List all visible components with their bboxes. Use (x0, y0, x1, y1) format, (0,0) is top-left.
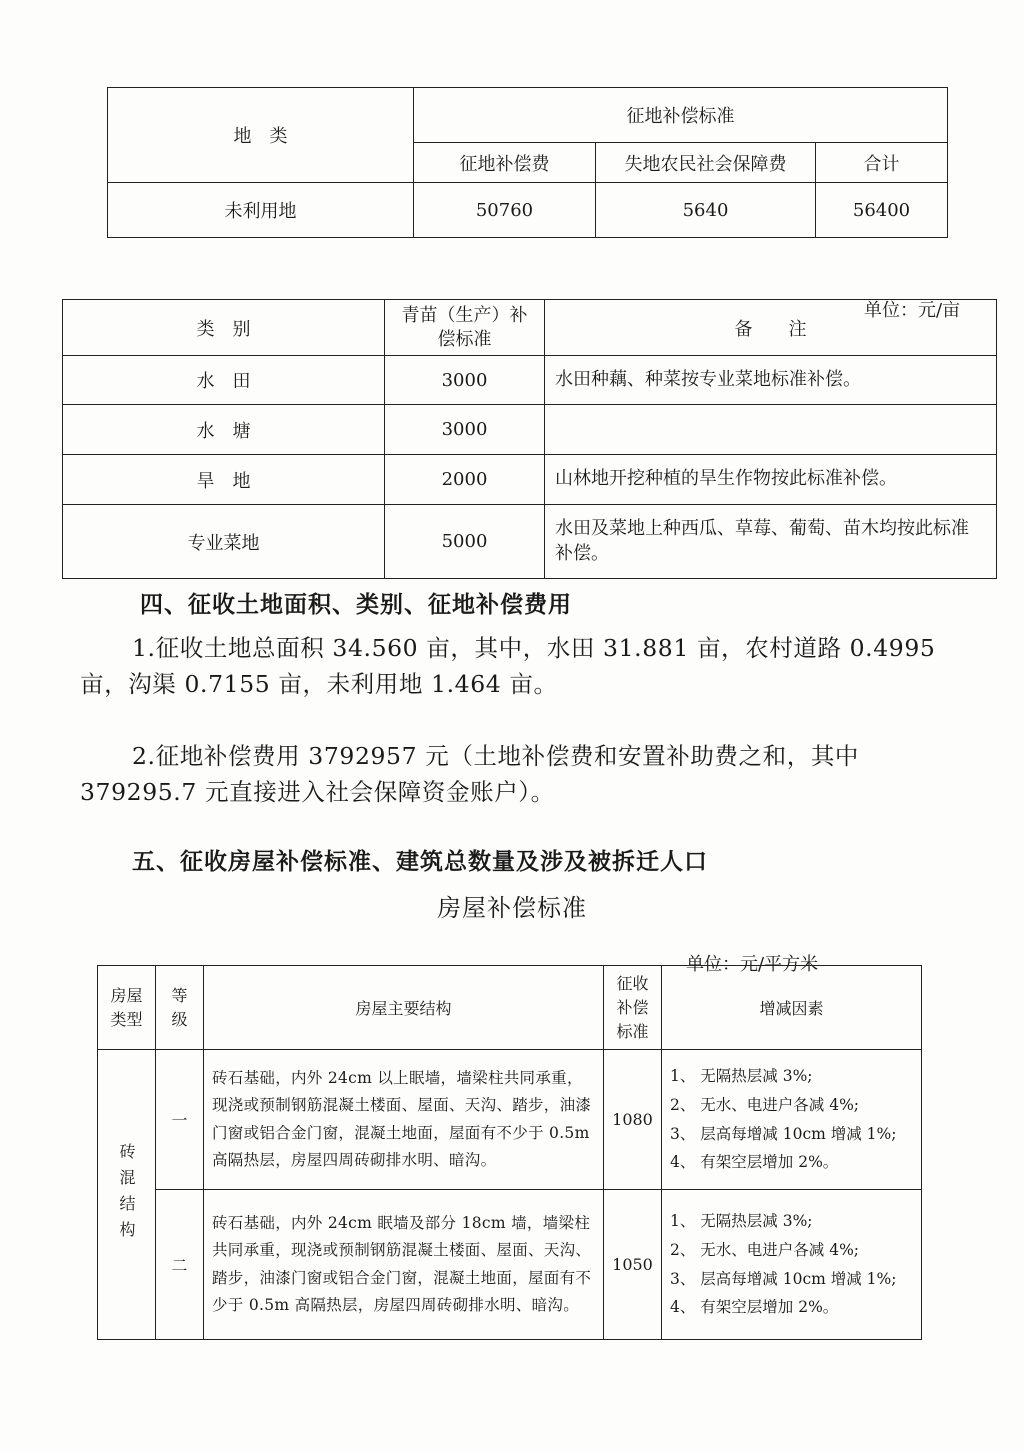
remarks-header: 备 注 (545, 300, 997, 356)
table-row-standard: 5000 (385, 505, 545, 579)
crop-standard-header: 青苗（生产）补偿标准 (385, 300, 545, 356)
factor-item: 4、 有架空层增加 2%。 (670, 1153, 839, 1172)
table-row-category: 旱 地 (63, 455, 385, 505)
section5-heading: 五、征收房屋补偿标准、建筑总数量及涉及被拆迁人口 (132, 848, 708, 875)
table-row-standard: 2000 (385, 455, 545, 505)
table-row-factors (662, 1050, 922, 1190)
factors-header: 增减因素 (662, 966, 922, 1050)
land-compensation-table (107, 87, 948, 238)
table-row-standard: 1080 (604, 1050, 662, 1190)
table-row-factors (662, 1190, 922, 1340)
crop-compensation-table (62, 299, 997, 579)
house-type-cell: 砖混结构 (98, 1050, 156, 1340)
total-header: 合计 (816, 143, 948, 183)
factor-item: 4、 有架空层增加 2%。 (670, 1298, 839, 1317)
factor-item: 1、 无隔热层减 3%; (670, 1067, 813, 1086)
section4-heading: 四、征收土地面积、类别、征地补偿费用 (140, 591, 572, 618)
compensation-fee-header: 征地补偿费 (414, 143, 596, 183)
house-compensation-table (97, 965, 922, 1340)
table2-unit: 单位：元/亩 (864, 300, 961, 321)
factor-item: 2、 无水、电进户各减 4%; (670, 1240, 860, 1259)
factor-item: 3、 层高每增减 10cm 增减 1%; (670, 1124, 897, 1143)
land-type-header: 地 类 (108, 88, 414, 183)
table-row-grade: 一 (156, 1050, 204, 1190)
table-row-remarks (545, 405, 997, 455)
table-row-structure: 砖石基础，内外 24cm 眠墙及部分 18cm 墙，墙梁柱共同承重，现浇或预制钢筋混凝土楼面、屋面、天沟、踏步，油漆门窗或铝合金门窗，混凝土地面，屋面有不少于 0.5m 高隔热层，房屋四周砖砌排水明、暗沟。 (204, 1190, 604, 1340)
house-type-header: 房屋类型 (98, 966, 156, 1050)
section4-paragraph-1: 1.征收土地总面积 34.560 亩，其中，水田 31.881 亩，农村道路 0.4995 亩，沟渠 0.7155 亩，未利用地 1.464 亩。 (80, 634, 936, 699)
table-row-category: 水 田 (63, 356, 385, 405)
social-security-header: 失地农民社会保障费 (596, 143, 816, 183)
section5-subtitle: 房屋补偿标准 (437, 894, 587, 922)
table-row-standard: 3000 (385, 405, 545, 455)
table-row-category: 水 塘 (63, 405, 385, 455)
land-type-cell: 未利用地 (108, 183, 414, 238)
structure-header: 房屋主要结构 (204, 966, 604, 1050)
factor-item: 2、 无水、电进户各减 4%; (670, 1095, 860, 1114)
social-security-cell: 5640 (596, 183, 816, 238)
compensation-standard-header: 征地补偿标准 (414, 88, 948, 143)
compensation-fee-cell: 50760 (414, 183, 596, 238)
table-row-remarks: 水田及菜地上种西瓜、草莓、葡萄、苗木均按此标准补偿。 (545, 505, 997, 579)
grade-header: 等级 (156, 966, 204, 1050)
table-row-grade: 二 (156, 1190, 204, 1340)
house-standard-header: 征收补偿标准 (604, 966, 662, 1050)
category-header: 类 别 (63, 300, 385, 356)
table-row-standard: 1050 (604, 1190, 662, 1340)
table-row-structure: 砖石基础，内外 24cm 以上眠墙，墙梁柱共同承重，现浇或预制钢筋混凝土楼面、屋面、天沟、踏步，油漆门窗或铝合金门窗，混凝土地面，屋面有不少于 0.5m 高隔热层，房屋四周砖砌排水明、暗沟。 (204, 1050, 604, 1190)
total-cell: 56400 (816, 183, 948, 238)
factor-item: 3、 层高每增减 10cm 增减 1%; (670, 1269, 897, 1288)
table-row-standard: 3000 (385, 356, 545, 405)
table-row-remarks: 水田种藕、种菜按专业菜地标准补偿。 (545, 356, 997, 405)
table-row-category: 专业菜地 (63, 505, 385, 579)
factor-item: 1、 无隔热层减 3%; (670, 1212, 813, 1231)
table-row-remarks: 山林地开挖种植的旱生作物按此标准补偿。 (545, 455, 997, 505)
section4-paragraph-2: 2.征地补偿费用 3792957 元（土地补偿费和安置补助费之和，其中 379295.7 元直接进入社会保障资金账户）。 (80, 742, 860, 807)
table3-unit: 单位：元/平方米 (686, 954, 819, 975)
